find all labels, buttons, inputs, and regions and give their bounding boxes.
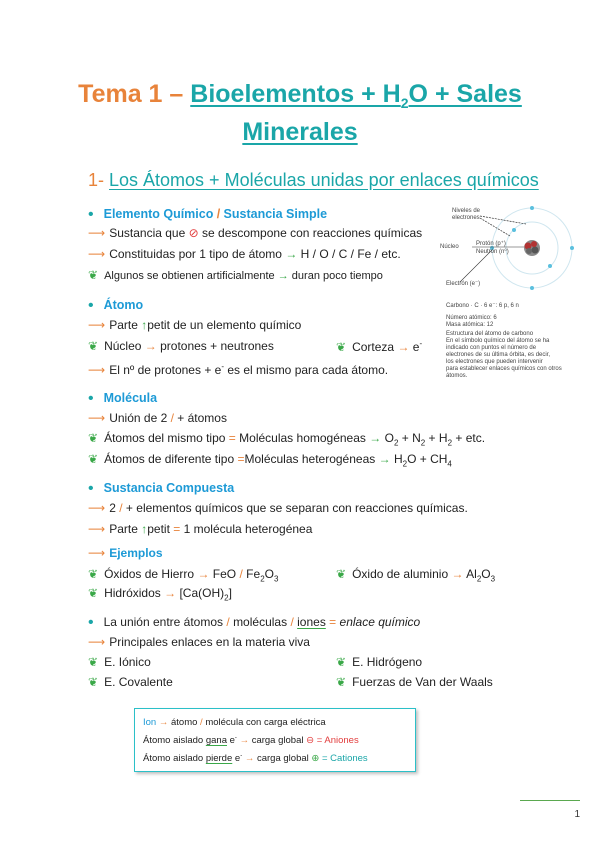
- enlace-hidrogeno: ❦ E. Hidrógeno: [336, 655, 423, 669]
- up-arrow-icon: ↑: [141, 318, 148, 332]
- arrow-icon: →: [197, 567, 210, 581]
- green-arrow-icon: →: [277, 270, 289, 282]
- arrow-icon: ⟶: [88, 522, 106, 536]
- leaf-icon: ❦: [88, 675, 99, 689]
- leaf-icon: ❦: [88, 567, 99, 581]
- sustancia-line-1: ⟶ 2 / + elementos químicos que se separan con reacciones químicas.: [88, 501, 468, 515]
- bullet-icon: •: [88, 297, 94, 314]
- box-line-3: Átomo aislado pierde e- → carga global ⊕ = Cationes: [143, 753, 368, 765]
- ejemplos-heading: ⟶ Ejemplos: [88, 546, 163, 560]
- atomo-corteza: ❦ Corteza → e-: [336, 339, 423, 354]
- minus-circle-icon: ⊖: [306, 735, 315, 747]
- sustancia-heading: • Sustancia Compuesta: [88, 480, 235, 497]
- green-arrow-icon: →: [285, 247, 298, 261]
- molecula-line-1: ⟶ Unión de 2 / + átomos: [88, 411, 227, 425]
- arrow-icon: →: [451, 567, 464, 581]
- leaf-icon: ❦: [88, 655, 99, 669]
- arrow-icon: ⟶: [88, 247, 106, 261]
- arrow-icon: →: [144, 339, 157, 353]
- up-arrow-icon: ↑: [141, 522, 148, 536]
- elemento-line-3: ❦ Algunos se obtienen artificialmente → duran poco tiempo: [88, 268, 383, 282]
- molecula-line-3: ❦ Átomos de diferente tipo =Moléculas heterogéneas → $H_2O + CH_4$: [88, 452, 452, 469]
- box-line-1: Ion → átomo / molécula con carga eléctrica: [143, 717, 326, 728]
- leaf-icon: ❦: [336, 340, 347, 354]
- atom-figure: Niveles de electrones Núcleo Protón (p⁺) Neutrón (n⁰) Electrón (e⁻) Carbono · C · 6 e⁻: 6 p, 6 n Número atómico: 6 Masa atómica: 12 Estructura del átomo de carbono En el símbolo químico del átomo se ha indicado con puntos el número de electrones de su última órbita, es decir, los electrones que pueden intervenir para establecer enlaces químicos con otros átomos.: [440, 200, 580, 400]
- atomo-line-2: ❦ Núcleo → protones + neutrones: [88, 339, 274, 353]
- prohibited-icon: ⊘: [188, 226, 199, 240]
- arrow-icon: ⟶: [88, 635, 106, 649]
- bullet-icon: •: [88, 206, 94, 223]
- elemento-line-1: ⟶ Sustancia que ⊘ se descompone con reacciones químicas: [88, 226, 423, 240]
- page-title: [0, 80, 600, 111]
- box-line-2: Átomo aislado gana e- → carga global ⊖ = Aniones: [143, 735, 359, 747]
- leaf-icon: ❦: [336, 655, 347, 669]
- leaf-icon: ❦: [88, 452, 99, 466]
- ejemplo-3: ❦ Hidróxidos → $[Ca(OH)_2]$: [88, 586, 232, 603]
- enlace-van-der-waals: ❦ Fuerzas de Van der Waals: [336, 675, 493, 689]
- union-line-2: ⟶ Principales enlaces en la materia viva: [88, 635, 310, 649]
- leaf-icon: ❦: [336, 567, 347, 581]
- green-arrow-icon: →: [378, 452, 391, 466]
- enlace-covalente: ❦ E. Covalente: [88, 675, 173, 689]
- arrow-icon: ⟶: [88, 363, 106, 377]
- atomo-line-3: ⟶ El nº de protones + e- es el mismo para cada átomo.: [88, 362, 389, 377]
- elemento-heading: • Elemento Químico / Sustancia Simple: [88, 206, 328, 223]
- bullet-icon: •: [88, 390, 94, 407]
- leaf-icon: ❦: [88, 339, 99, 353]
- atomo-heading: • Átomo: [88, 297, 144, 314]
- molecula-heading: • Molécula: [88, 390, 158, 407]
- sustancia-line-2: ⟶ Parte ↑petit = 1 molécula heterogénea: [88, 522, 313, 536]
- arrow-icon: ⟶: [88, 226, 106, 240]
- arrow-icon: ⟶: [88, 411, 106, 425]
- ejemplo-2: ❦ Óxido de aluminio → $Al_2O_3$: [336, 567, 496, 584]
- page-number: 1: [520, 800, 580, 820]
- elemento-line-2: ⟶ Constituidas por 1 tipo de átomo → H / O / C / Fe / etc.: [88, 247, 401, 261]
- ion-info-box: [134, 708, 416, 772]
- enlace-ionico: ❦ E. Iónico: [88, 655, 151, 669]
- arrow-icon: ⟶: [88, 501, 106, 515]
- title-prefix: Tema 1 –: [78, 80, 191, 108]
- bullet-icon: •: [88, 614, 94, 631]
- plus-circle-icon: ⊕: [311, 753, 320, 765]
- arrow-icon: ⟶: [88, 546, 106, 560]
- arrow-icon: →: [164, 586, 177, 600]
- leaf-icon: ❦: [336, 675, 347, 689]
- title-main: Bioelementos + $H_2O$ + Sales: [190, 80, 522, 111]
- green-arrow-icon: →: [369, 431, 382, 445]
- ejemplo-1: ❦ Óxidos de Hierro → FeO / $Fe_2O_3$: [88, 567, 279, 584]
- bullet-icon: •: [88, 480, 94, 497]
- union-heading: • La unión entre átomos / moléculas / iones = enlace químico: [88, 614, 421, 631]
- leaf-icon: ❦: [88, 586, 99, 600]
- leaf-icon: ❦: [88, 268, 99, 282]
- molecula-line-2: ❦ Átomos del mismo tipo = Moléculas homogéneas → $O_2 + N_2 + H_2$ + etc.: [88, 431, 486, 448]
- arrow-icon: →: [397, 340, 410, 354]
- atomo-line-1: ⟶ Parte ↑petit de un elemento químico: [88, 318, 302, 332]
- arrow-icon: ⟶: [88, 318, 106, 332]
- page-title-line2: Minerales: [242, 118, 358, 146]
- section-heading: 1- Los Átomos + Moléculas unidas por enlaces químicos: [88, 170, 539, 190]
- leaf-icon: ❦: [88, 431, 99, 445]
